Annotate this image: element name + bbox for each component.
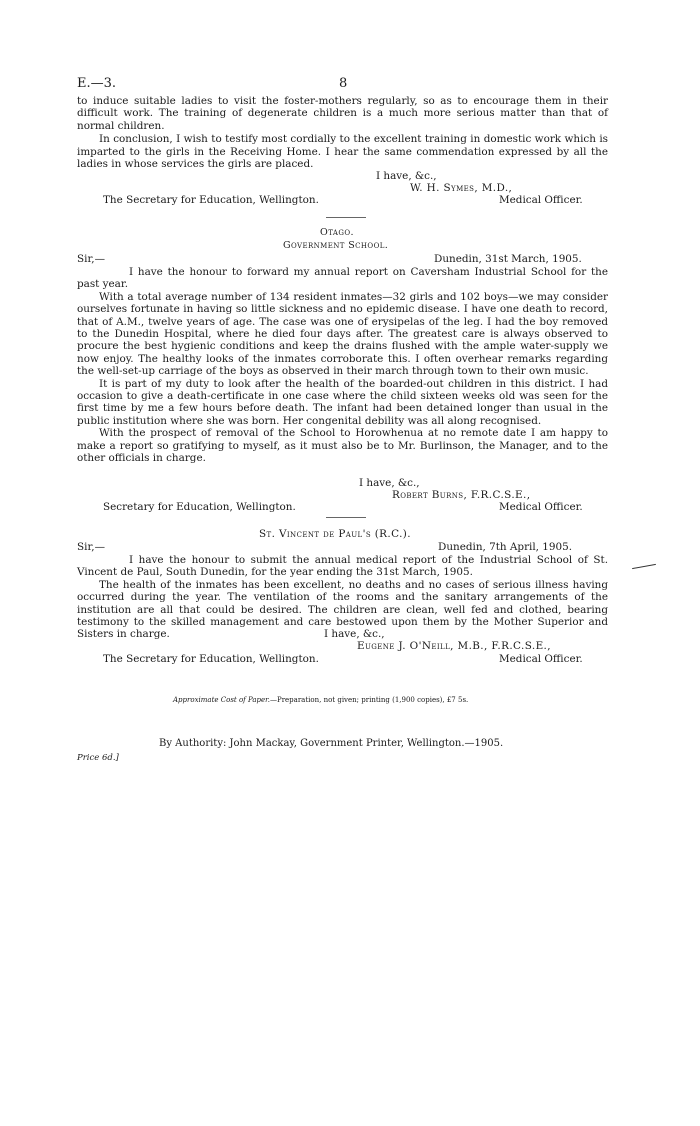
body-paragraph: I have the honour to forward my annual report on Caversham Industrial School for the past year. [77,266,608,291]
signature: W. H. Symes, M.D., [410,182,513,194]
body-paragraph: With the prospect of removal of the School to Horowhenua at no remote date I am happy to make a report so gratifying to myself, as it must also be to Mr. Burlinson, the Manager, and to the other officials in charge. [77,427,608,465]
section-divider [326,517,366,518]
body-paragraph: With a total average number of 134 resident inmates—32 girls and 102 boys—we may consider ourselves fortunate in having so little sickness and no epidemic disease. I have one death to record, that of A.M., twelve years of age. The case was one of erysipelas of the leg. I had the boy removed to the Dunedin Hospital, where he died four days after. The greatest care is always observed to procure the best hygienic conditions and keep the drains flushed with the ample water-supply we now enjoy. The healthy looks of the inmates corroborate this. I often overhear remarks regarding the well-set-up carriage of the boys as observed in their march through town to their own music. [77,290,608,378]
addressee: The Secretary for Education, Wellington. [103,653,319,665]
cost-text: —Preparation, not given; printing (1,900 copies), £7 5s. [269,696,469,704]
addressee: The Secretary for Education, Wellington. [103,194,319,206]
closing: I have, &c., [359,477,420,489]
section-divider [326,217,366,218]
intro-paragraph: In conclusion, I wish to testify most cordially to the excellent training in domestic work which is imparted to the girls in the Receiving Home. I hear the same commendation expressed by all the ladies in whose services the girls are placed. [77,133,608,171]
authority-line: By Authority: John Mackay, Government Printer, Wellington.—1905. [159,738,504,749]
intro-paragraph: to induce suitable ladies to visit the foster-mothers regularly, so as to encourage them in their difficult work. The training of degenerate children is a much more serious matter than that of normal children. [77,95,608,132]
cost-label: Approximate Cost of Paper. [173,696,270,704]
signature: Robert Burns, F.R.C.S.E., [392,489,531,501]
salutation: Sir,— [77,253,105,265]
letter-date: Dunedin, 31st March, 1905. [434,253,582,265]
closing: I have, &c., [376,170,437,182]
margin-mark [632,564,656,569]
body-paragraph: The health of the inmates has been excellent, no deaths and no cases of serious illness having occurred during the year. The ventilation of the rooms and the sanitary arrangements of the institution are all that could be desired. The children are clean, well fed and clothed, bearing testimony to the skilled management and care bestowed upon them by the Mother Superior and Sisters in charge. [77,578,608,641]
signature: Eugene J. O'Neill, M.B., F.R.C.S.E., [357,640,551,652]
otago-body [77,266,608,465]
salutation: Sir,— [77,541,105,553]
addressee: Secretary for Education, Wellington. [103,501,296,513]
school-heading: Government School. [283,240,389,251]
page-number: 8 [339,76,348,91]
body-paragraph: I have the honour to submit the annual medical report of the Industrial School of St. Vincent de Paul, South Dunedin, for the year ending the 31st March, 1905. [77,554,608,579]
officer-title: Medical Officer. [499,501,583,513]
officer-title: Medical Officer. [499,653,583,665]
body-paragraph: It is part of my duty to look after the health of the boarded-out children in this district. I had occasion to give a death-certificate in one case where the child sixteen weeks old was seen for the first time by me a few hours before death. The infant had been detained longer than usual in the public institution where she was born. Her congenital debility was all along recognised. [77,377,608,427]
document-code: E.—3. [77,76,117,91]
price: Price 6d.] [77,753,119,763]
letter-date: Dunedin, 7th April, 1905. [438,541,573,553]
region-heading: Otago. [320,227,354,238]
officer-title: Medical Officer. [499,194,583,206]
intro-section [77,95,608,170]
section-heading: St. Vincent de Paul's (R.C.). [259,528,411,540]
closing: I have, &c., [324,628,385,640]
cost-note [173,694,468,706]
